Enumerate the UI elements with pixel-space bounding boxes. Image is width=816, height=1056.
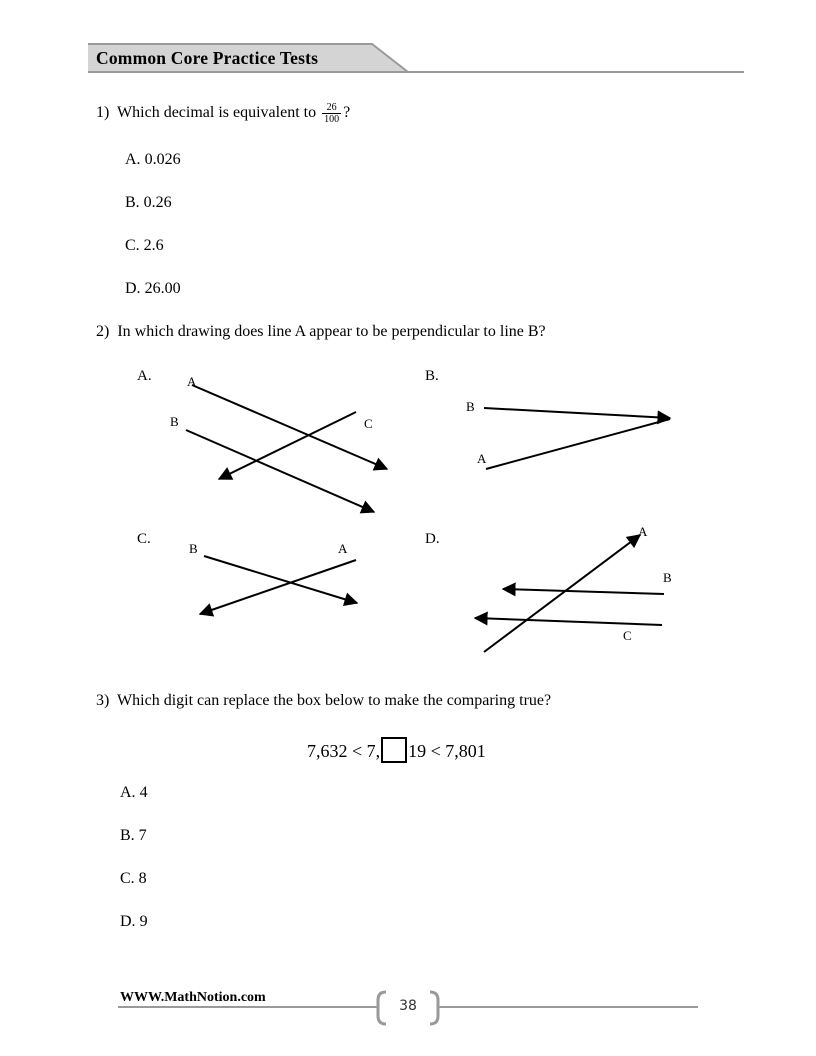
option-letter: B.: [125, 194, 140, 211]
line-c: [219, 412, 356, 479]
point-label-b: B: [663, 570, 672, 585]
line-a: [486, 419, 670, 469]
page-header-title: Common Core Practice Tests: [96, 48, 319, 68]
comparison-expression: [307, 737, 486, 763]
point-label-c: C: [364, 416, 373, 431]
option-text: 0.26: [143, 194, 172, 211]
comparison-right: 19 < 7,801: [408, 741, 486, 761]
option-letter: A.: [125, 151, 141, 168]
drawing-d[interactable]: [475, 535, 664, 652]
option-text: 4: [139, 784, 148, 801]
drawing-b[interactable]: [484, 408, 670, 469]
point-label-b: B: [466, 399, 475, 414]
question-3: [96, 692, 551, 710]
option-3d[interactable]: [120, 913, 148, 931]
point-label-a: A: [477, 451, 487, 466]
option-letter: C.: [125, 237, 140, 254]
option-text: 2.6: [143, 237, 164, 254]
option-letter: C.: [120, 870, 135, 887]
option-3b[interactable]: [120, 827, 147, 845]
option-text: 26.00: [144, 280, 181, 297]
line-b: [484, 408, 670, 418]
drawing-c-label: C.: [137, 531, 151, 547]
option-3a[interactable]: [120, 784, 148, 802]
question-number: 2): [96, 323, 110, 340]
option-letter: A.: [120, 784, 136, 801]
page-number: 38: [399, 998, 417, 1014]
footer-website: WWW.MathNotion.com: [120, 990, 266, 1005]
drawing-d-label: D.: [425, 531, 440, 547]
point-label-b: B: [189, 541, 198, 556]
point-label-b: B: [170, 414, 179, 429]
line-b: [503, 589, 664, 594]
fraction-denominator: 100: [324, 114, 340, 125]
question-number: 3): [96, 692, 110, 709]
option-text: 9: [139, 913, 148, 930]
option-letter: D.: [125, 280, 141, 297]
point-label-a: A: [638, 524, 648, 539]
point-label-a: A: [338, 541, 348, 556]
option-letter: D.: [120, 913, 136, 930]
line-b: [204, 556, 357, 603]
option-text: 7: [138, 827, 147, 844]
option-3c[interactable]: [120, 870, 147, 888]
fraction-numerator: 26: [322, 102, 341, 114]
point-label-a: A: [187, 374, 197, 389]
option-text: 8: [138, 870, 147, 887]
question-text: Which digit can replace the box below to make the comparing true?: [117, 692, 552, 709]
line-c: [475, 618, 662, 625]
point-label-c: C: [623, 628, 632, 643]
option-letter: B.: [120, 827, 135, 844]
blank-digit-box[interactable]: [381, 737, 407, 763]
comparison-left: 7,632 < 7,: [307, 741, 381, 761]
option-text: 0.026: [144, 151, 181, 168]
drawing-b-label: B.: [425, 368, 439, 384]
drawing-c[interactable]: [200, 556, 357, 614]
question-suffix: ?: [343, 104, 351, 122]
question-number: 1): [96, 104, 110, 122]
question-text: Which decimal is equivalent to: [117, 104, 317, 122]
line-a: [192, 385, 387, 469]
question-text: In which drawing does line A appear to be perpendicular to line B?: [117, 323, 546, 340]
drawing-a[interactable]: [186, 385, 387, 512]
line-b: [186, 430, 374, 512]
line-a: [200, 560, 356, 614]
drawing-a-label: A.: [137, 368, 152, 384]
